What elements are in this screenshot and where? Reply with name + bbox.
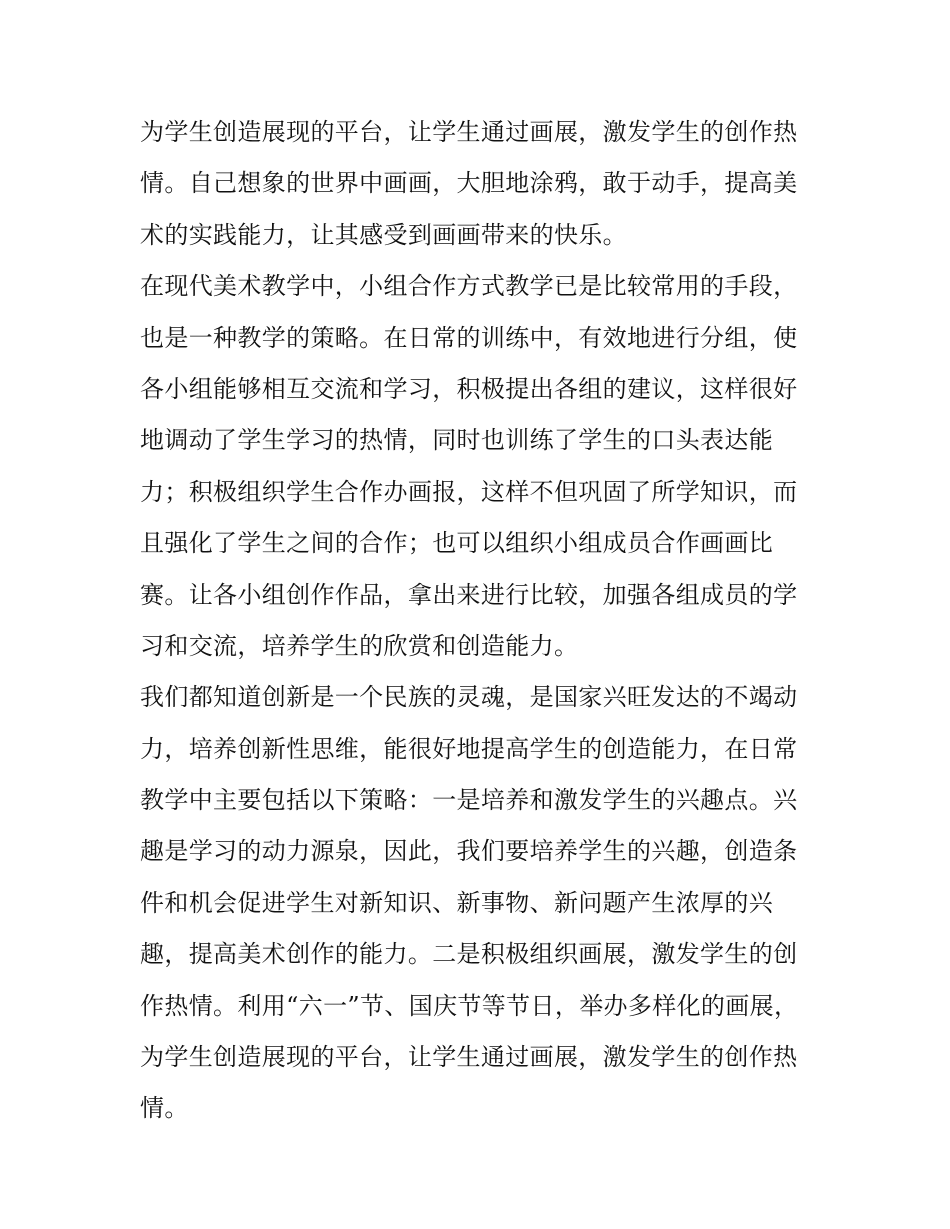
text-line: 术的实践能力，让其感受到画画带来的快乐。	[140, 220, 627, 249]
text-line: 各小组能够相互交流和学习，积极提出各组的建议，这样很好	[140, 374, 798, 403]
text-line: 力，培养创新性思维，能很好地提高学生的创造能力，在日常	[140, 734, 798, 763]
text-line: 地调动了学生学习的热情，同时也训练了学生的口头表达能	[140, 426, 774, 455]
text-line: 在现代美术教学中，小组合作方式教学已是比较常用的手段，	[140, 272, 798, 301]
text-line: 为学生创造展现的平台，让学生通过画展，激发学生的创作热	[140, 118, 798, 146]
text-line: 趣是学习的动力源泉，因此，我们要培养学生的兴趣，创造条	[140, 837, 798, 866]
text-line: 为学生创造展现的平台，让学生通过画展，激发学生的创作热	[140, 1043, 798, 1072]
text-line: 情。	[140, 1094, 189, 1123]
text-line: 习和交流，培养学生的欣赏和创造能力。	[140, 631, 579, 660]
text-line: 件和机会促进学生对新知识、新事物、新问题产生浓厚的兴	[140, 888, 774, 917]
text-line: 情。自己想象的世界中画画，大胆地涂鸦，敢于动手，提高美	[140, 169, 798, 198]
text-line: 力；积极组织学生合作办画报，这样不但巩固了所学知识，而	[140, 477, 798, 506]
text-line: 也是一种教学的策略。在日常的训练中，有效地进行分组，使	[140, 323, 798, 352]
text-line: 且强化了学生之间的合作；也可以组织小组成员合作画画比	[140, 529, 774, 558]
body-text	[140, 107, 812, 1135]
text-line: 趣，提高美术创作的能力。二是积极组织画展，激发学生的创	[140, 940, 798, 969]
text-line: 教学中主要包括以下策略：一是培养和激发学生的兴趣点。兴	[140, 786, 798, 815]
text-line: 赛。让各小组创作作品，拿出来进行比较，加强各组成员的学	[140, 580, 798, 609]
text-line: 作热情。利用“六一”节、国庆节等节日，举办多样化的画展，	[140, 991, 799, 1020]
text-line: 我们都知道创新是一个民族的灵魂，是国家兴旺发达的不竭动	[140, 683, 798, 712]
